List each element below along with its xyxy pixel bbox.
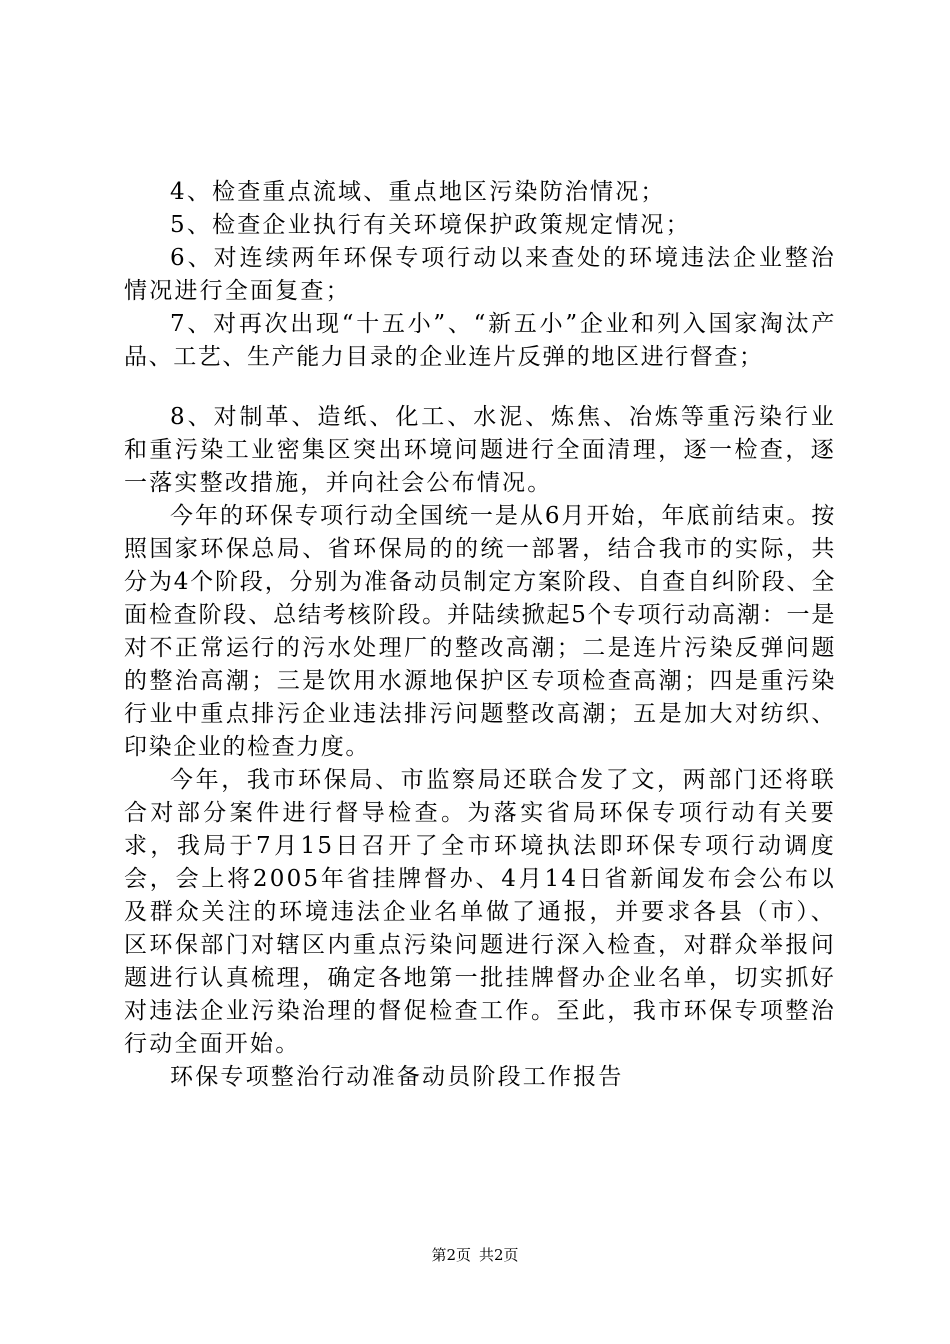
list-item-8: 8、对制革、造纸、化工、水泥、炼焦、冶炼等重污染行业和重污染工业密集区突出环境问题进行全面清理，逐一检查，逐一落实整改措施，并向社会公布情况。 [124,404,836,496]
page-footer [0,1244,950,1265]
list-item-7: 7、对再次出现“十五小”、“新五小”企业和列入国家淘汰产品、工艺、生产能力目录的企业连片反弹的地区进行督查； [124,311,836,370]
report-title-line: 环保专项整治行动准备动员阶段工作报告 [170,1064,624,1090]
page-number: 第2页 [431,1246,471,1264]
list-item-4: 4、检查重点流域、重点地区污染防治情况； [170,179,666,205]
page-total: 共2页 [479,1246,519,1264]
paragraph-joint-inspection: 今年，我市环保局、市监察局还联合发了文，两部门还将联合对部分案件进行督导检查。为落实省局环保专项行动有关要求，我局于7月15日召开了全市环境执法即环保专项行动调度会，会上将2005年省挂牌督办、4月14日省新闻发布会公布以及群众关注的环境违法企业名单做了通报，并要求各县（市）、区环保部门对辖区内重点污染问题进行深入检查，对群众举报问题进行认真梳理，确定各地第一批挂牌督办企业名单，切实抓好对违法企业污染治理的督促检查工作。至此，我市环保专项整治行动全面开始。 [124,767,836,1057]
document-body [124,176,836,1094]
list-item-6: 6、对连续两年环保专项行动以来查处的环境违法企业整治情况进行全面复查； [124,245,836,304]
paragraph-schedule: 今年的环保专项行动全国统一是从6月开始，年底前结束。按照国家环保总局、省环保局的的统一部署，结合我市的实际，共分为4个阶段，分别为准备动员制定方案阶段、自查自纠阶段、全面检查阶段、总结考核阶段。并陆续掀起5个专项行动高潮：一是对不正常运行的污水处理厂的整改高潮；二是连片污染反弹问题的整治高潮；三是饮用水源地保护区专项检查高潮；四是重污染行业中重点排污企业违法排污问题整改高潮；五是加大对纺织、印染企业的检查力度。 [124,503,836,760]
list-item-5: 5、检查企业执行有关环境保护政策规定情况； [170,212,691,238]
